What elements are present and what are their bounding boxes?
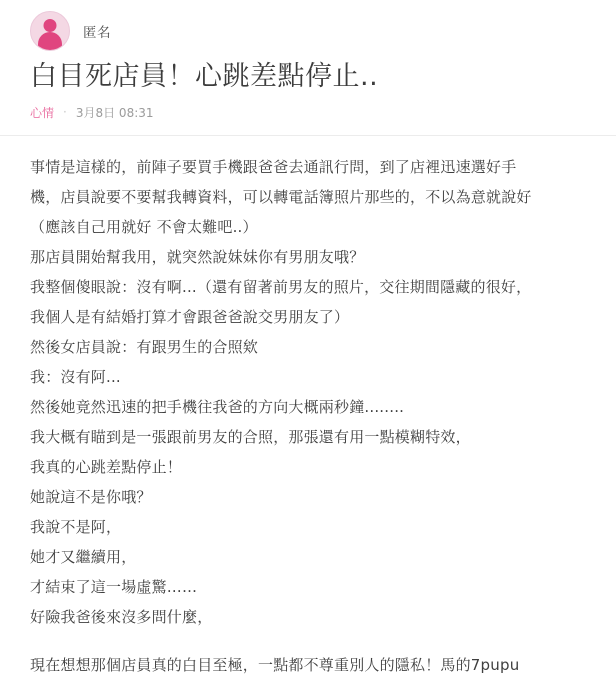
- post-paragraph: 我整個傻眼說：沒有啊...（還有留著前男友的照片，交往期間隱藏的很好，: [30, 277, 532, 296]
- post-paragraph: 好險我爸後來沒多問什麼，: [30, 607, 213, 626]
- post-paragraph: 我：沒有阿...: [30, 367, 121, 386]
- meta-separator: ·: [63, 105, 67, 120]
- post-paragraph: 我個人是有結婚打算才會跟爸爸說交男朋友了）: [30, 307, 350, 326]
- post-paragraph: 她才又繼續用，: [30, 547, 137, 566]
- post-paragraph: 我說不是阿，: [30, 517, 122, 536]
- post-paragraph: 我大概有瞄到是一張跟前男友的合照，那張還有用一點模糊特效，: [30, 427, 471, 446]
- post-paragraph: 那店員開始幫我用，就突然說妹妹你有男朋友哦？: [30, 247, 365, 266]
- post-paragraph: 然後她竟然迅速的把手機往我爸的方向大概兩秒鐘........: [30, 397, 405, 416]
- post-meta: [0, 94, 616, 121]
- post-body: [0, 136, 616, 680]
- post-author-name: 匿名: [83, 24, 111, 41]
- anonymous-user-icon: [30, 11, 70, 51]
- post-category-link[interactable]: 心情: [30, 105, 55, 120]
- page-title: 白目死店員！心跳差點停止..: [30, 61, 379, 92]
- post-author-row: [0, 0, 616, 48]
- post-paragraph: 我真的心跳差點停止！: [30, 457, 183, 476]
- avatar-head-shape: [44, 19, 57, 32]
- post-paragraph: 才結束了這一場虛驚……: [30, 577, 198, 596]
- post-date: 3月8日 08:31: [75, 105, 154, 120]
- post-paragraph: 她說這不是你哦？: [30, 487, 152, 506]
- post-paragraph: 然後女店員說：有跟男生的合照欸: [30, 337, 259, 356]
- post-paragraph: 現在想想那個店員真的白目至極，一點都不尊重別人的隱私！馬的7pupu: [30, 655, 520, 674]
- post-paragraph-blank: [30, 632, 590, 650]
- avatar-body-shape: [38, 32, 62, 50]
- post-paragraph: 事情是這樣的，前陣子要買手機跟爸爸去通訊行問，到了店裡迅速選好手: [30, 157, 517, 176]
- post-paragraph: （應該自己用就好 不會太難吧..）: [30, 217, 258, 236]
- post-paragraph: 機，店員說要不要幫我轉資料，可以轉電話簿照片那些的，不以為意就說好: [30, 187, 532, 206]
